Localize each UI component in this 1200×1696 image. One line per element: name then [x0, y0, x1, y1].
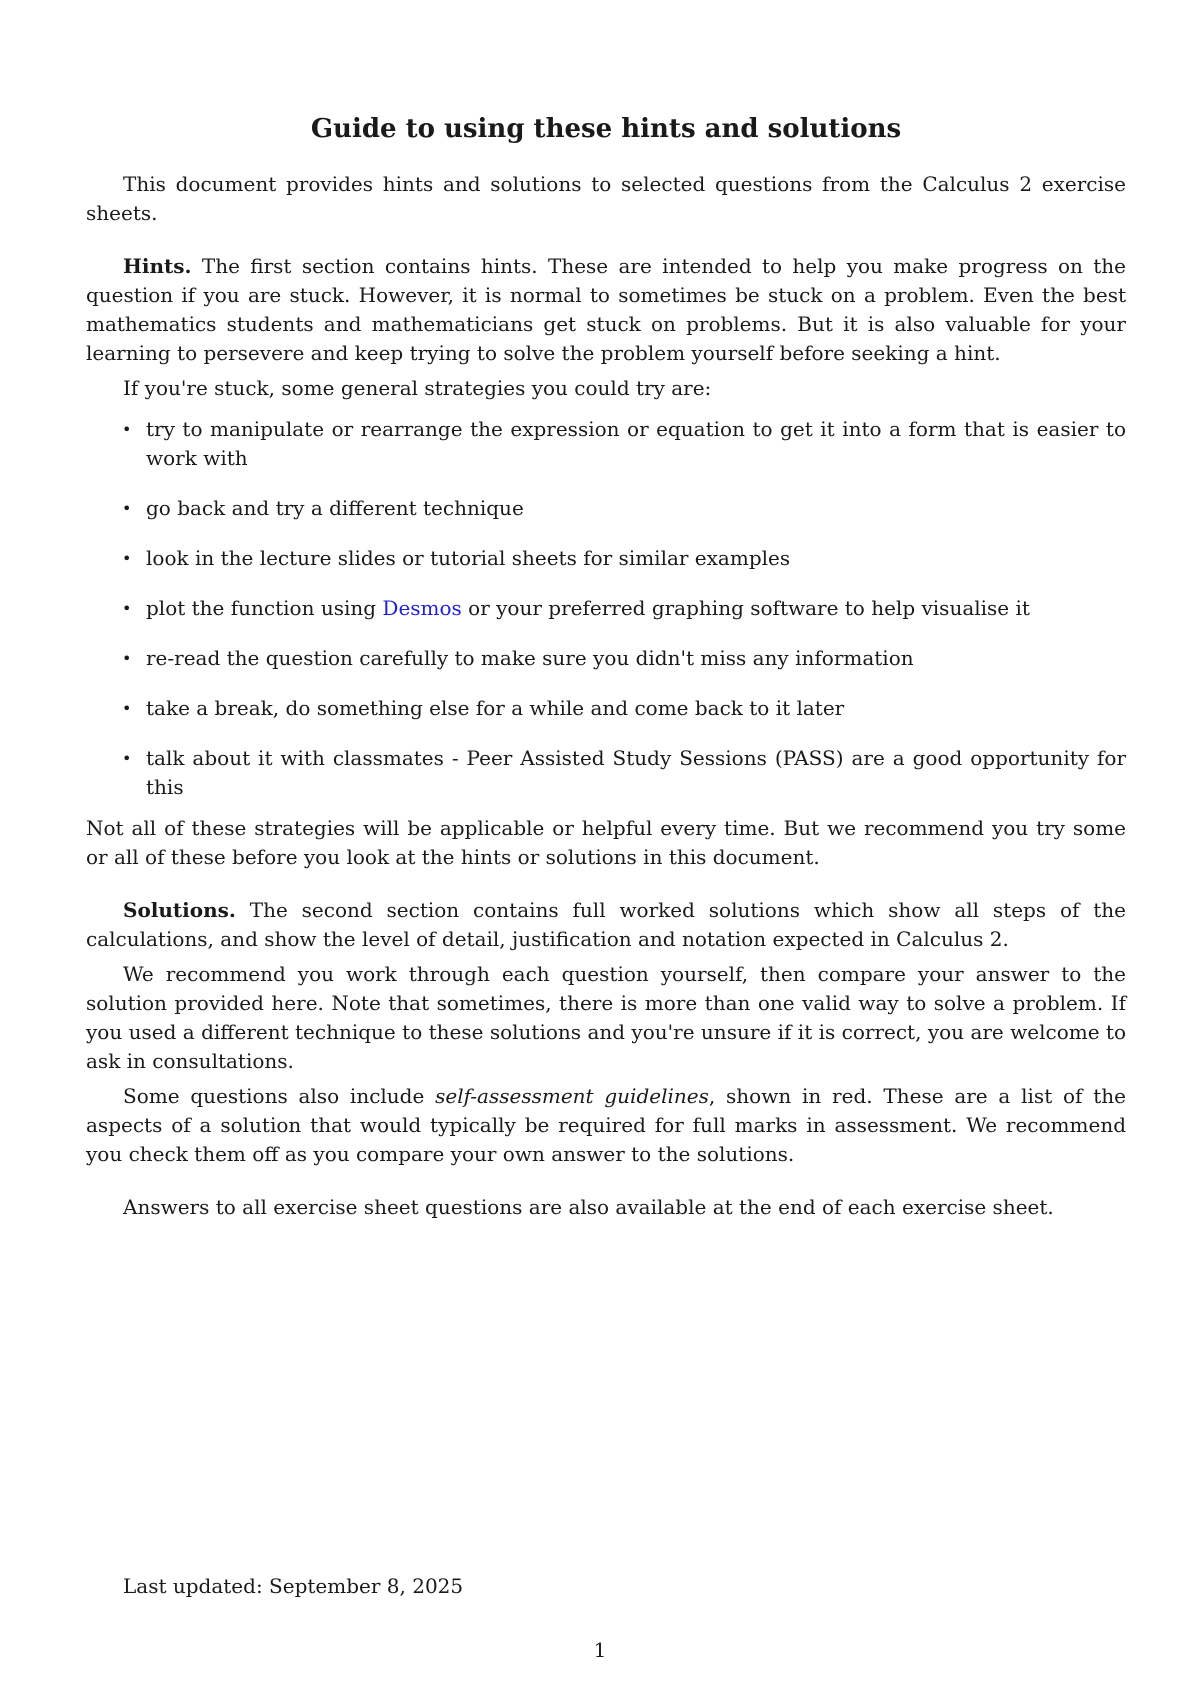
- strategy-text: re-read the question carefully to make sure you didn't miss any information: [146, 646, 914, 670]
- bullet-icon: •: [122, 749, 132, 768]
- strategies-intro: If you're stuck, some general strategies you could try are:: [123, 376, 712, 400]
- bullet-icon: •: [122, 420, 132, 439]
- hints-heading: Hints.: [123, 254, 192, 278]
- bullet-icon: •: [122, 699, 132, 718]
- strategy-text-before: plot the function using: [146, 596, 383, 620]
- list-item: [86, 415, 1126, 473]
- solutions-text: The second section contains full worked solutions which show all steps of the calculations, and show the level of detail, justification and notation expected in Calculus 2.: [86, 898, 1126, 951]
- strategy-text: look in the lecture slides or tutorial sheets for similar examples: [146, 546, 791, 570]
- solutions-heading: Solutions.: [123, 898, 236, 922]
- desmos-link[interactable]: Desmos: [382, 596, 462, 620]
- page-content: [86, 112, 1126, 1222]
- recommend-paragraph: We recommend you work through each question yourself, then compare your answer to the solution provided here. Note that sometimes, there is more than one valid way to solve a problem. If you used a different technique to these solutions and you're unsure if it is correct, you are welcome to ask in consultations.: [86, 962, 1126, 1073]
- list-item: [86, 694, 1126, 723]
- page-number: 1: [593, 1638, 607, 1662]
- strategies-list: [86, 415, 1126, 802]
- hints-paragraph: [86, 252, 1126, 368]
- list-item: [86, 594, 1126, 623]
- strategy-text: talk about it with classmates - Peer Assisted Study Sessions (PASS) are a good opportunity for this: [146, 746, 1126, 799]
- strategy-text: go back and try a different technique: [146, 496, 524, 520]
- hints-text: The first section contains hints. These are intended to help you make progress on the question if you are stuck. However, it is normal to sometimes be stuck on a problem. Even the best mathematics students and mathematicians get stuck on problems. But it is also valuable for your learning to persevere and keep trying to solve the problem yourself before seeking a hint.: [86, 254, 1126, 365]
- bullet-icon: •: [122, 549, 132, 568]
- strategy-text: take a break, do something else for a while and come back to it later: [146, 696, 845, 720]
- strategy-text: try to manipulate or rearrange the expression or equation to get it into a form that is easier to work with: [146, 417, 1126, 470]
- list-item: [86, 494, 1126, 523]
- list-item: [86, 644, 1126, 673]
- bullet-icon: •: [122, 599, 132, 618]
- strategy-text-after: or your preferred graphing software to help visualise it: [461, 596, 1030, 620]
- guidelines-text-before: Some questions also include: [123, 1084, 436, 1108]
- answers-paragraph: Answers to all exercise sheet questions are also available at the end of each exercise sheet.: [123, 1195, 1054, 1219]
- solutions-paragraph: [86, 896, 1126, 954]
- list-item: [86, 744, 1126, 802]
- strategies-outro: Not all of these strategies will be applicable or helpful every time. But we recommend you try some or all of these before you look at the hints or solutions in this document.: [86, 816, 1126, 869]
- guidelines-text-after: , shown in red. These are a list of the aspects of a solution that would typically be required for full marks in assessment. We recommend you check them off as you compare your own answer to the solutions.: [86, 1084, 1126, 1166]
- bullet-icon: •: [122, 499, 132, 518]
- intro-paragraph: This document provides hints and solutions to selected questions from the Calculus 2 exercise sheets.: [86, 172, 1126, 225]
- guidelines-paragraph: [86, 1082, 1126, 1169]
- guidelines-emphasis: self-assessment guidelines: [435, 1084, 709, 1108]
- page-title: Guide to using these hints and solutions: [310, 114, 902, 144]
- bullet-icon: •: [122, 649, 132, 668]
- last-updated: Last updated: September 8, 2025: [123, 1574, 464, 1598]
- list-item: [86, 544, 1126, 573]
